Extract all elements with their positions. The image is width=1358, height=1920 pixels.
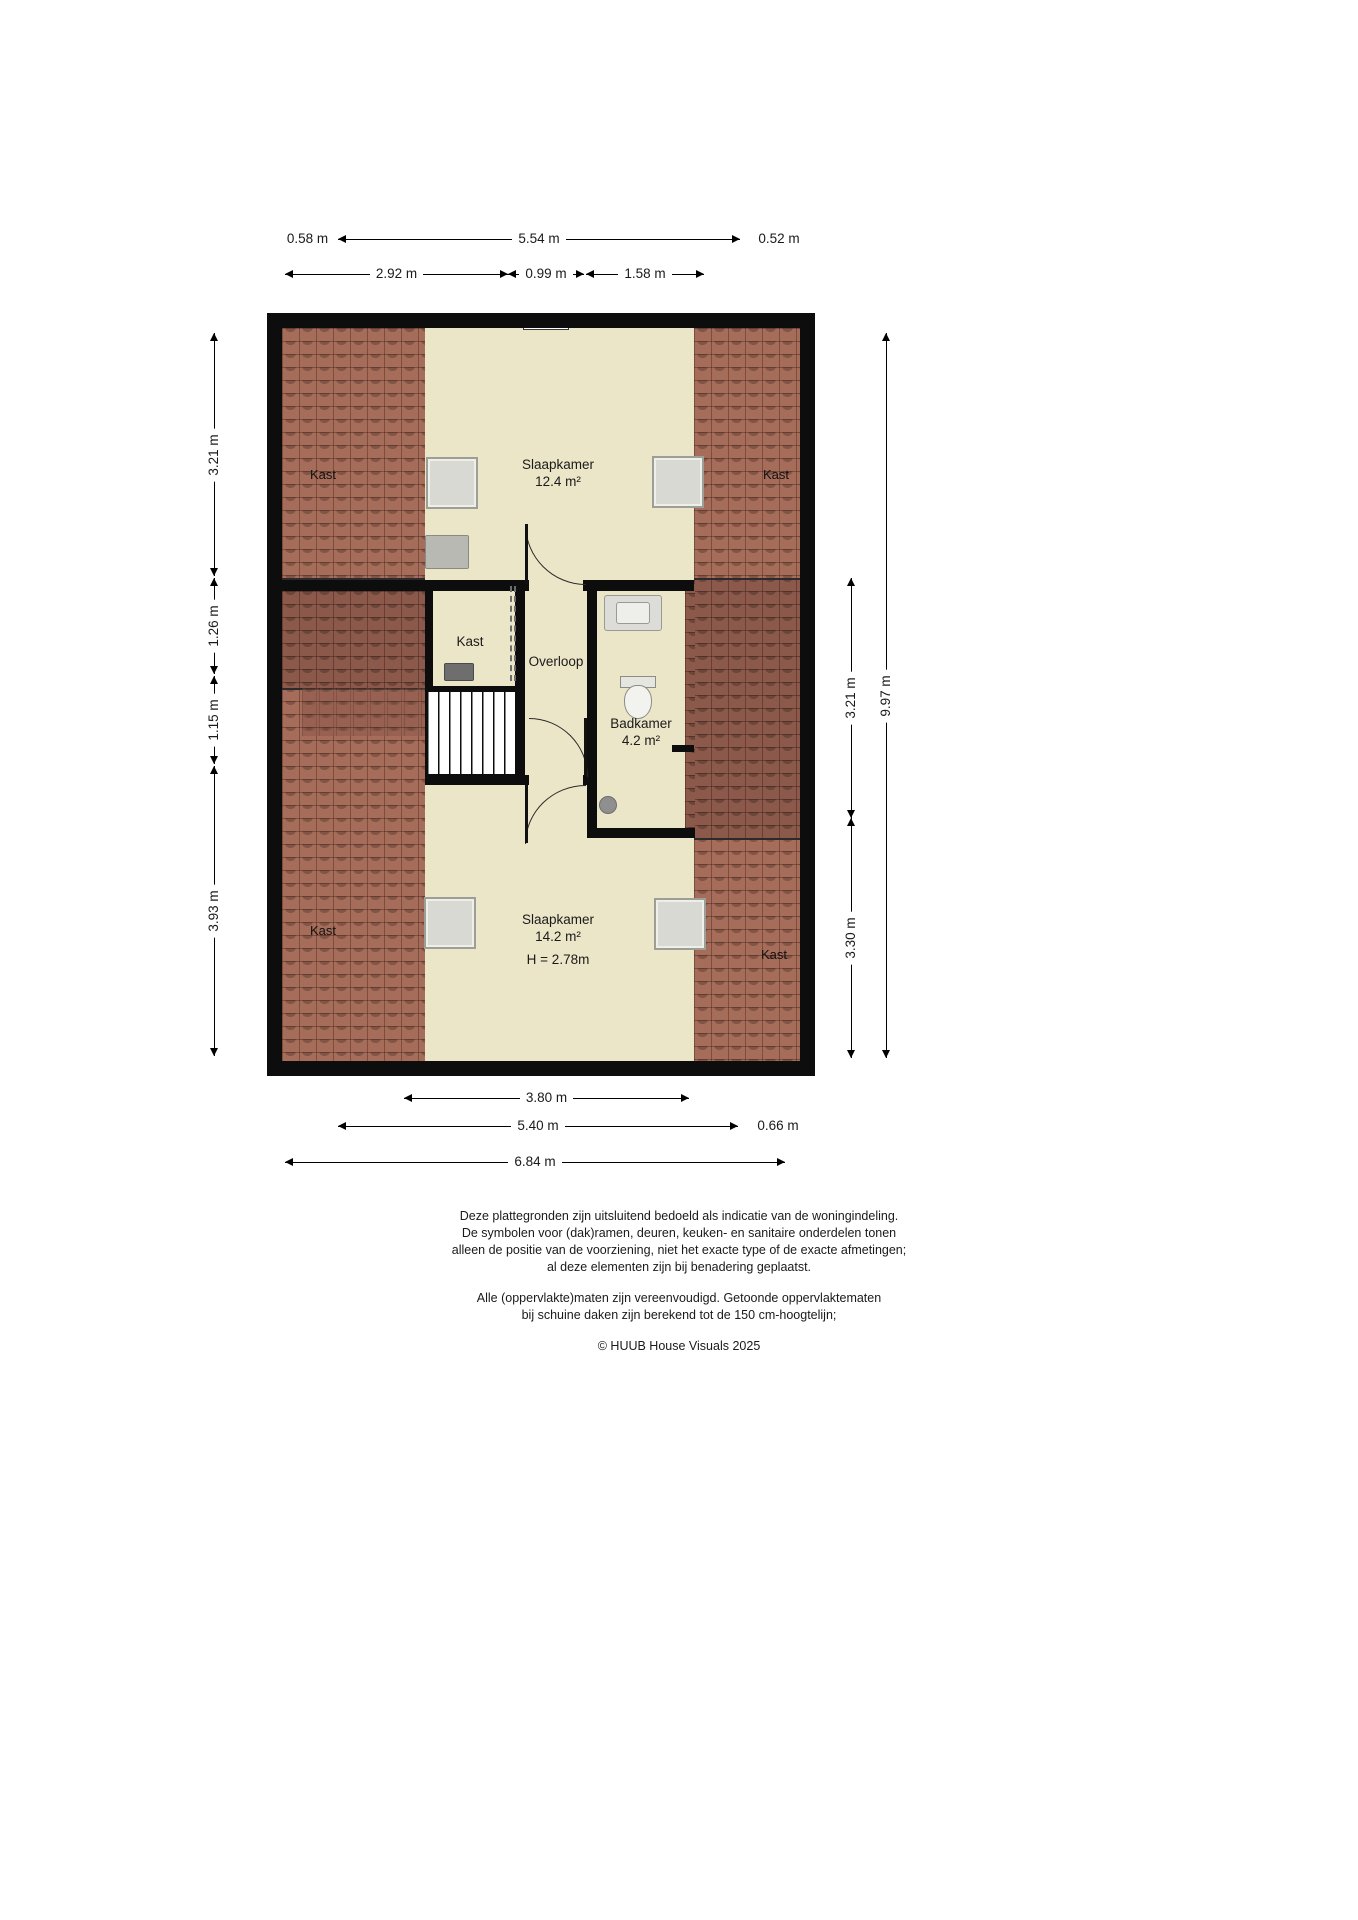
room-label-landing: [525, 653, 587, 670]
dim-left-3-93: [203, 766, 225, 1056]
dim-arrow-right: [500, 270, 508, 278]
dim-label: 0.66 m: [751, 1118, 804, 1134]
floor-plan-interior: [282, 328, 800, 1061]
room-name: Overloop: [528, 654, 584, 669]
washbasin-bowl: [616, 602, 650, 624]
dim-bottom-0-66: [738, 1115, 818, 1137]
roof-window-top-left: [426, 457, 478, 509]
roof-window-top-right: [652, 456, 704, 508]
door-swing-bedroom-bottom-icon: [525, 785, 586, 844]
dim-arrow-top: [210, 333, 218, 341]
dim-left-1-26: [203, 578, 225, 674]
room-label-closet-middle: [422, 633, 518, 650]
dim-arrow-left: [586, 270, 594, 278]
disclaimer-line: De symbolen voor (dak)ramen, deuren, keuken- en sanitaire onderdelen tonen: [461, 1226, 897, 1240]
roof-slope-left-bottom: [282, 688, 425, 1061]
radiator-bedroom-top: [425, 535, 469, 569]
disclaimer-line: alleen de positie van de voorziening, niet het exacte type of de exacte afmetingen;: [451, 1243, 907, 1257]
room-name: Slaapkamer: [521, 457, 595, 472]
dim-label: 0.58 m: [281, 231, 334, 247]
door-leaf-bedroom-bottom: [525, 785, 528, 843]
dim-arrow-right: [732, 235, 740, 243]
roof-slope-left-middle: [282, 578, 425, 688]
dim-arrow-right: [681, 1094, 689, 1102]
dim-label: 6.84 m: [508, 1154, 561, 1170]
staircase: [425, 690, 517, 776]
disclaimer-line: al deze elementen zijn bij benadering geplaatst.: [546, 1260, 812, 1274]
dim-top-2-92: [285, 263, 508, 285]
dim-arrow-bottom: [847, 810, 855, 818]
dim-arrow-left: [338, 1122, 346, 1130]
dim-arrow-right: [696, 270, 704, 278]
room-label-bathroom: [585, 715, 697, 749]
stair-void-left: [302, 688, 425, 736]
dim-label: 1.15 m: [206, 693, 222, 746]
dim-top-5-54: [338, 228, 740, 250]
dim-arrow-top: [210, 676, 218, 684]
dim-label: 3.21 m: [206, 428, 222, 481]
utility-box-closet: [444, 663, 474, 681]
room-name: Slaapkamer: [521, 912, 595, 927]
dim-label: 2.92 m: [370, 266, 423, 282]
shower-drain-icon: [599, 796, 617, 814]
door-swing-bedroom-top-icon: [525, 524, 586, 585]
room-name: Badkamer: [610, 716, 672, 731]
dim-label: 0.52 m: [752, 231, 805, 247]
dim-top-0-99: [508, 263, 584, 285]
disclaimer-line: Alle (oppervlakte)maten zijn vereenvoudigd. Getoonde oppervlaktematen: [476, 1291, 882, 1305]
dim-arrow-left: [285, 1158, 293, 1166]
roof-slope-right-top: [694, 328, 800, 578]
dim-arrow-bottom: [210, 568, 218, 576]
dim-label: 5.40 m: [511, 1118, 564, 1134]
dim-arrow-bottom: [847, 1050, 855, 1058]
room-label-bedroom-bottom: [478, 911, 638, 968]
copyright-text: © HUUB House Visuals 2025: [597, 1339, 761, 1353]
dim-top-1-58: [586, 263, 704, 285]
dim-arrow-bottom: [882, 1050, 890, 1058]
roof-window-bottom-left: [424, 897, 476, 949]
floor-plan: [267, 313, 815, 1076]
dim-top-0-58: [270, 228, 345, 250]
room-height: H = 2.78m: [526, 952, 590, 967]
room-label-bedroom-top: [478, 456, 638, 490]
dim-label: 3.93 m: [206, 884, 222, 937]
roof-window-bottom-right: [654, 898, 706, 950]
wall-bedroom-top-south: [282, 580, 694, 591]
dim-label: 0.99 m: [519, 266, 572, 282]
dim-left-1-15: [203, 676, 225, 764]
room-area: 4.2 m²: [621, 733, 661, 748]
roof-shadow-right: [694, 578, 800, 580]
dim-arrow-right: [730, 1122, 738, 1130]
dim-right-9-97: [875, 333, 897, 1058]
dim-bottom-3-80: [404, 1087, 689, 1109]
dim-label: 3.80 m: [520, 1090, 573, 1106]
storage-label-top-right: Kast: [763, 467, 790, 482]
dim-label: 3.21 m: [843, 671, 859, 724]
dim-label: 1.26 m: [206, 599, 222, 652]
disclaimer-line: bij schuine daken zijn berekend tot de 150 cm-hoogtelijn;: [521, 1308, 837, 1322]
dim-arrow-left: [508, 270, 516, 278]
room-area: 14.2 m²: [535, 929, 581, 944]
dim-right-3-21: [840, 578, 862, 818]
dim-arrow-bottom: [210, 666, 218, 674]
dim-arrow-top: [847, 578, 855, 586]
dim-arrow-bottom: [210, 756, 218, 764]
dim-top-0-52: [740, 228, 818, 250]
disclaimer-paragraph-1: [0, 1208, 1358, 1276]
room-area: 12.4 m²: [535, 474, 581, 489]
roof-slope-right-bathroom: [685, 580, 695, 838]
dim-arrow-left: [404, 1094, 412, 1102]
storage-label-bottom-right: Kast: [761, 947, 788, 962]
dim-bottom-5-40: [338, 1115, 738, 1137]
roof-shadow-right-2: [694, 838, 800, 840]
window-north: [523, 328, 569, 330]
dim-arrow-left: [285, 270, 293, 278]
dim-arrow-top: [847, 818, 855, 826]
toilet: [624, 685, 652, 719]
dim-arrow-top: [210, 766, 218, 774]
dim-label: 1.58 m: [618, 266, 671, 282]
disclaimer-paragraph-2: [0, 1290, 1358, 1324]
dim-label: 3.30 m: [843, 911, 859, 964]
dim-right-3-30: [840, 818, 862, 1058]
door-leaf-bedroom-top: [525, 524, 528, 584]
dim-label: 5.54 m: [512, 231, 565, 247]
dim-label: 9.97 m: [878, 669, 894, 722]
room-name: Kast: [456, 634, 484, 649]
dim-bottom-6-84: [285, 1151, 785, 1173]
wall-landing-bathroom: [587, 580, 597, 838]
roof-slope-left-top: [282, 328, 425, 578]
dim-arrow-right: [777, 1158, 785, 1166]
disclaimer-line: Deze plattegronden zijn uitsluitend bedoeld als indicatie van de woningindeling.: [459, 1209, 899, 1223]
dim-arrow-top: [210, 578, 218, 586]
dim-arrow-top: [882, 333, 890, 341]
dim-arrow-right: [576, 270, 584, 278]
stair-top-edge: [425, 686, 517, 692]
footer-notes: [0, 1208, 1358, 1355]
dim-arrow-bottom: [210, 1048, 218, 1056]
wall-bathroom-south: [587, 828, 695, 838]
dim-left-3-21: [203, 333, 225, 576]
dim-arrow-left: [338, 235, 346, 243]
roof-slope-right-middle: [694, 578, 800, 838]
door-swing-landing-icon: [529, 718, 588, 777]
storage-label-top-left: Kast: [310, 467, 337, 482]
storage-label-bottom-left: Kast: [310, 923, 337, 938]
